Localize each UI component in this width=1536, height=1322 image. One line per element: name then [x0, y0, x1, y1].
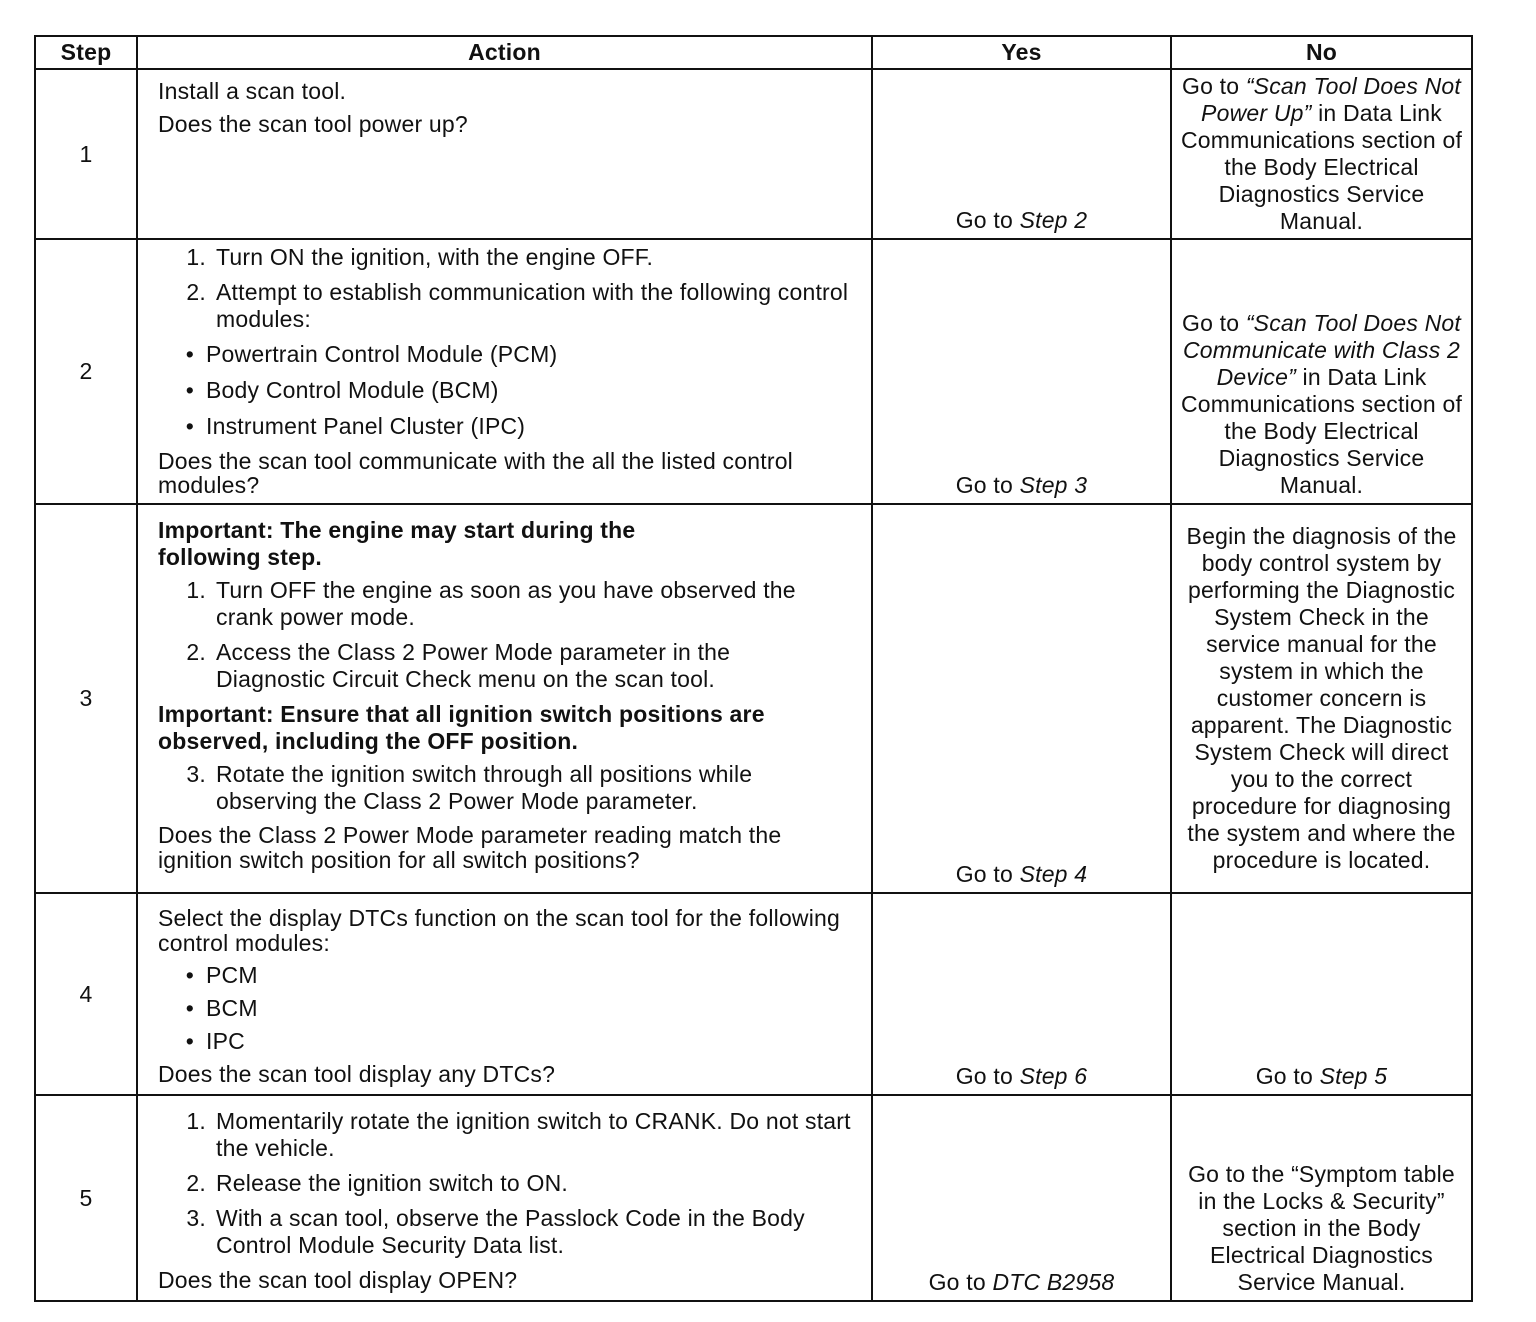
- action-question: Does the scan tool display OPEN?: [158, 1267, 518, 1293]
- no-cell: Go to the “Symptom table in the Locks & Security” section in the Body Electrical Diagnostics Service Manual.: [1171, 1095, 1472, 1301]
- table-row: [35, 69, 1472, 239]
- yes-ref: Step 4: [1019, 861, 1088, 887]
- numbered-list: [158, 1108, 859, 1259]
- list-text: With a scan tool, observe the Passlock Code in the Body Control Module Security Data list.: [216, 1205, 805, 1258]
- no-cell: Begin the diagnosis of the body control system by performing the Diagnostic System Check in the service manual for the system in which the customer concern is apparent. The Diagnostic System Check will direct you to the correct procedure for diagnosing the system and where the procedure is located.: [1171, 504, 1472, 893]
- bullet: •: [185, 995, 194, 1021]
- step-number: 5: [35, 1095, 137, 1301]
- list-item: [158, 1108, 859, 1162]
- yes-cell: [872, 504, 1171, 893]
- list-item: [158, 962, 859, 989]
- bullet-list: [158, 341, 859, 440]
- yes-ref: DTC B2958: [992, 1269, 1115, 1295]
- list-number: 2.: [186, 279, 206, 305]
- bullet: •: [185, 413, 194, 439]
- list-item: [158, 377, 859, 404]
- list-text: Turn OFF the engine as soon as you have observed the crank power mode.: [216, 577, 796, 630]
- no-prefix: Go to: [1181, 73, 1246, 99]
- table-row: [35, 504, 1472, 893]
- list-text: BCM: [206, 995, 258, 1021]
- step-number: 1: [35, 69, 137, 239]
- list-item: [158, 1205, 859, 1259]
- list-item: [158, 761, 859, 815]
- step-number: 4: [35, 893, 137, 1095]
- list-item: [158, 577, 859, 631]
- list-number: 1.: [186, 577, 206, 603]
- list-text: Body Control Module (BCM): [206, 377, 499, 403]
- no-prefix: Go to: [1255, 1063, 1320, 1089]
- header-step: Step: [35, 36, 137, 69]
- yes-ref: Step 2: [1019, 207, 1088, 233]
- table-row: [35, 239, 1472, 504]
- list-number: 1.: [186, 1108, 206, 1134]
- no-suffix: in Data Link Communications section of the Body Electrical Diagnostics Service Manual.: [1180, 364, 1463, 498]
- bullet: •: [185, 962, 194, 988]
- header-action: Action: [137, 36, 872, 69]
- yes-ref: Step 6: [1019, 1063, 1088, 1089]
- no-ref: “Scan Tool Does Not Power Up”: [1201, 73, 1461, 126]
- no-cell: [1171, 239, 1472, 504]
- no-ref: Step 5: [1319, 1063, 1388, 1089]
- table-row: [35, 893, 1472, 1095]
- table-row: [35, 1095, 1472, 1301]
- action-question: Does the scan tool display any DTCs?: [158, 1061, 556, 1087]
- list-item: [158, 639, 859, 693]
- bullet: •: [185, 1028, 194, 1054]
- step-number: 3: [35, 504, 137, 893]
- list-text: Instrument Panel Cluster (IPC): [206, 413, 526, 439]
- list-item: [158, 279, 859, 333]
- list-item: [158, 1170, 859, 1197]
- no-cell: [1171, 893, 1472, 1095]
- no-suffix: in Data Link Communications section of the Body Electrical Diagnostics Service Manual.: [1180, 100, 1463, 234]
- important-note: Important: The engine may start during the following step.: [158, 517, 636, 570]
- header-no: No: [1171, 36, 1472, 69]
- list-text: Attempt to establish communication with the following control modules:: [216, 279, 849, 332]
- yes-cell: [872, 239, 1171, 504]
- yes-prefix: Go to: [928, 1269, 993, 1295]
- action-question: Does the scan tool power up?: [158, 111, 468, 137]
- list-item: [158, 413, 859, 440]
- yes-ref: Step 3: [1019, 472, 1088, 498]
- list-text: Powertrain Control Module (PCM): [206, 341, 558, 367]
- header-yes: Yes: [872, 36, 1171, 69]
- yes-cell: [872, 893, 1171, 1095]
- numbered-list: [158, 761, 859, 815]
- yes-prefix: Go to: [955, 861, 1020, 887]
- action-cell: [137, 1095, 872, 1301]
- action-cell: [137, 69, 872, 239]
- diagnostic-table: [34, 35, 1473, 1302]
- list-item: [158, 341, 859, 368]
- action-cell: [137, 504, 872, 893]
- list-text: Momentarily rotate the ignition switch to CRANK. Do not start the vehicle.: [216, 1108, 851, 1161]
- list-text: IPC: [206, 1028, 245, 1054]
- list-item: [158, 995, 859, 1022]
- list-number: 2.: [186, 1170, 206, 1196]
- action-text: Install a scan tool.: [158, 78, 347, 104]
- no-ref: “Scan Tool Does Not Communicate with Class 2 Device”: [1182, 310, 1461, 390]
- yes-prefix: Go to: [955, 472, 1020, 498]
- list-text: Rotate the ignition switch through all positions while observing the Class 2 Power Mode parameter.: [216, 761, 753, 814]
- list-number: 3.: [186, 1205, 206, 1231]
- step-number: 2: [35, 239, 137, 504]
- action-text: Select the display DTCs function on the scan tool for the following control modules:: [158, 905, 841, 956]
- numbered-list: [158, 577, 859, 693]
- yes-prefix: Go to: [955, 1063, 1020, 1089]
- yes-cell: [872, 69, 1171, 239]
- list-number: 2.: [186, 639, 206, 665]
- list-number: 3.: [186, 761, 206, 787]
- list-number: 1.: [186, 244, 206, 270]
- numbered-list: [158, 244, 859, 333]
- action-cell: [137, 239, 872, 504]
- action-question: Does the scan tool communicate with the all the listed control modules?: [158, 448, 793, 498]
- no-prefix: Go to: [1181, 310, 1246, 336]
- list-text: PCM: [206, 962, 258, 988]
- yes-prefix: Go to: [955, 207, 1020, 233]
- action-question: Does the Class 2 Power Mode parameter reading match the ignition switch position for all switch positions?: [158, 822, 782, 873]
- list-text: Access the Class 2 Power Mode parameter in the Diagnostic Circuit Check menu on the scan tool.: [216, 639, 731, 692]
- no-cell: [1171, 69, 1472, 239]
- list-text: Release the ignition switch to ON.: [216, 1170, 568, 1196]
- list-item: [158, 244, 859, 271]
- yes-cell: [872, 1095, 1171, 1301]
- list-item: [158, 1028, 859, 1055]
- header-row: [35, 36, 1472, 69]
- bullet: •: [185, 377, 194, 403]
- list-text: Turn ON the ignition, with the engine OFF.: [216, 244, 654, 270]
- bullet-list: [158, 962, 859, 1055]
- bullet: •: [185, 341, 194, 367]
- action-cell: [137, 893, 872, 1095]
- important-note: Important: Ensure that all ignition switch positions are observed, including the OFF position.: [158, 701, 765, 754]
